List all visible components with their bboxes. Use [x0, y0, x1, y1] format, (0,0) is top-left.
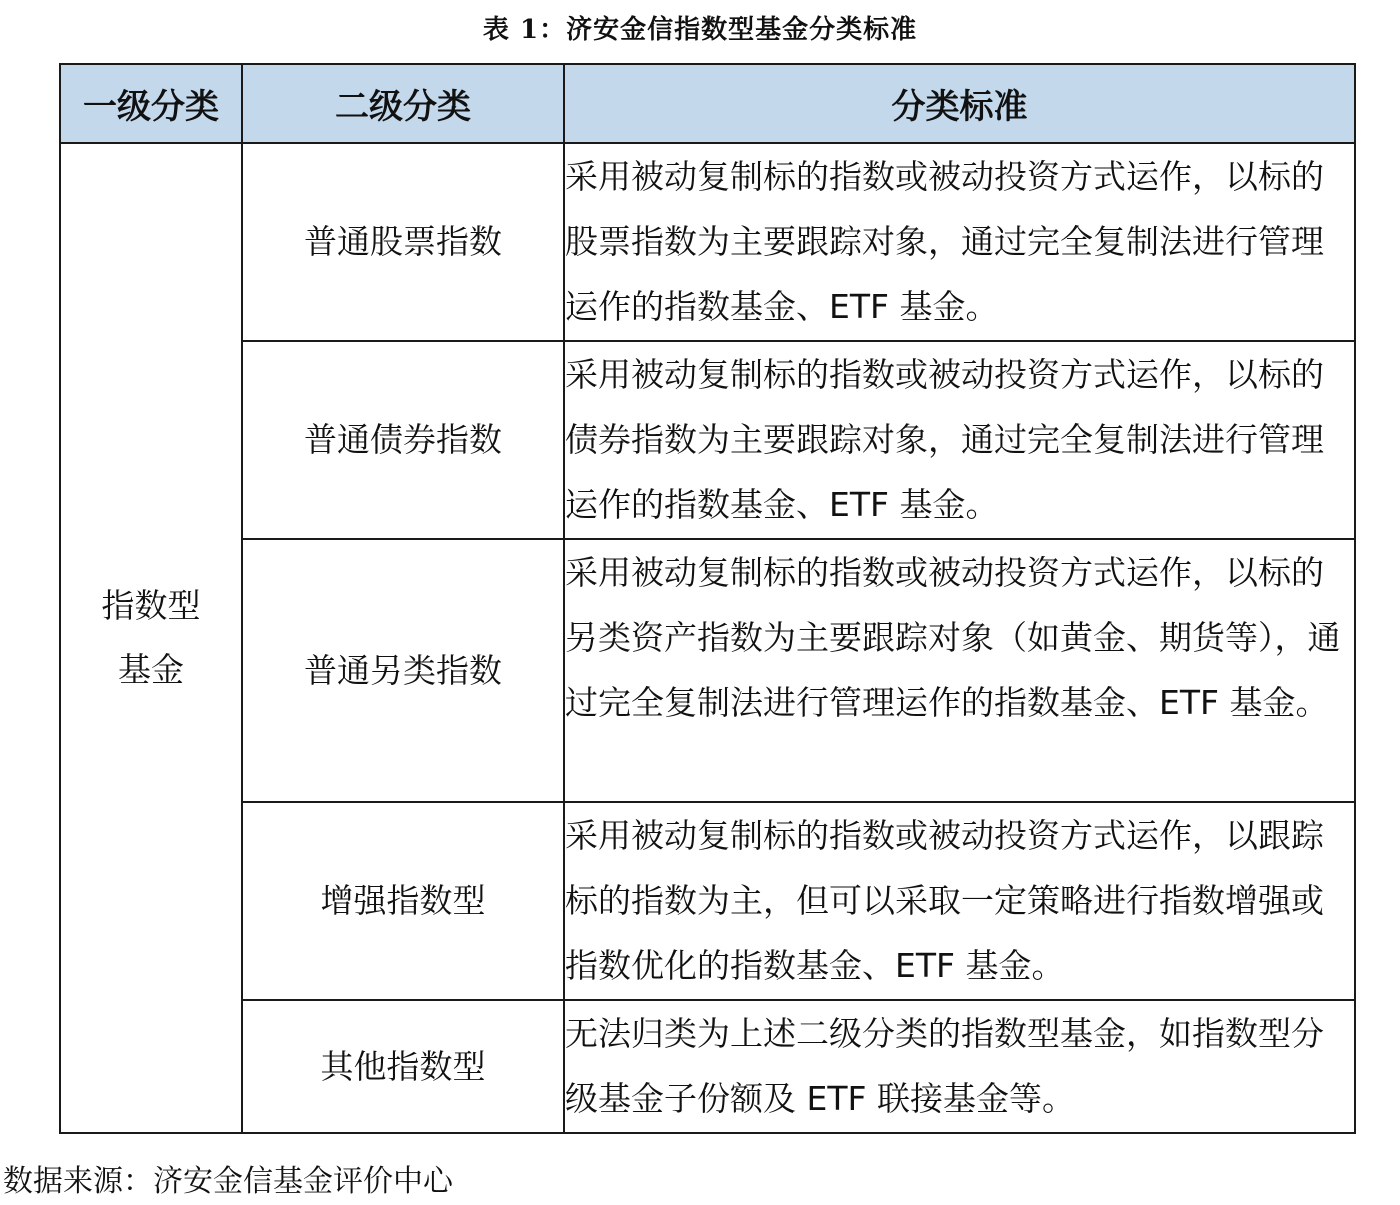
criterion-cell: 采用被动复制标的指数或被动投资方式运作，以标的债券指数为主要跟踪对象，通过完全复制法进行管理运作的指数基金、ETF 基金。 [564, 341, 1355, 539]
header-level1: 一级分类 [60, 64, 242, 143]
header-level2: 二级分类 [242, 64, 564, 143]
header-criterion: 分类标准 [564, 64, 1355, 143]
header-row [60, 64, 1355, 143]
table-row [60, 143, 1355, 341]
criterion-cell: 采用被动复制标的指数或被动投资方式运作，以跟踪标的指数为主，但可以采取一定策略进行指数增强或指数优化的指数基金、ETF 基金。 [564, 802, 1355, 1000]
table-row [60, 802, 1355, 1000]
criterion-cell: 采用被动复制标的指数或被动投资方式运作，以标的股票指数为主要跟踪对象，通过完全复制法进行管理运作的指数基金、ETF 基金。 [564, 143, 1355, 341]
fund-classification-table [59, 63, 1356, 1134]
level1-cell [60, 143, 242, 1133]
data-source-note: 数据来源：济安金信基金评价中心 [3, 1164, 453, 1199]
level2-cell: 普通债券指数 [242, 341, 564, 539]
table-row [60, 341, 1355, 539]
level2-cell: 其他指数型 [242, 1000, 564, 1133]
level1-label-line1: 指数型 [101, 586, 201, 625]
level2-cell: 普通股票指数 [242, 143, 564, 341]
table-row [60, 539, 1355, 802]
level2-cell: 增强指数型 [242, 802, 564, 1000]
table-caption: 表 1：济安金信指数型基金分类标准 [482, 15, 918, 45]
level2-cell: 普通另类指数 [242, 539, 564, 802]
level1-label-line2: 基金 [118, 650, 184, 689]
criterion-cell: 采用被动复制标的指数或被动投资方式运作，以标的另类资产指数为主要跟踪对象（如黄金、期货等），通过完全复制法进行管理运作的指数基金、ETF 基金。 [564, 539, 1355, 802]
criterion-cell: 无法归类为上述二级分类的指数型基金，如指数型分级基金子份额及 ETF 联接基金等。 [564, 1000, 1355, 1133]
table-row [60, 1000, 1355, 1133]
